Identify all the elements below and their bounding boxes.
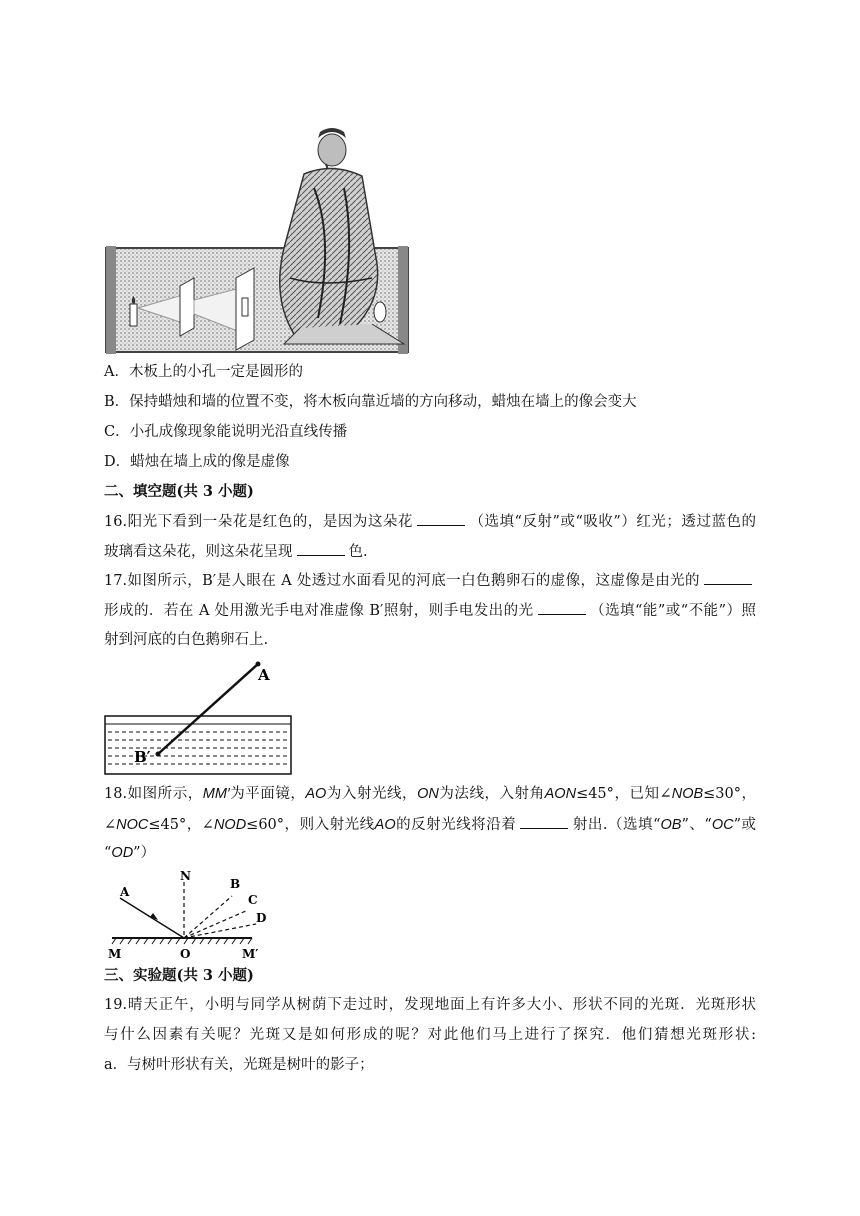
q18-var-ob: OB — [660, 817, 682, 833]
option-d: D．蜡烛在墙上成的像是虚像 — [104, 454, 290, 470]
q19-line-1: 19.晴天正午，小明与同学从树荫下走过时，发现地面上有许多大小、形状不同的光斑．光斑形状 — [104, 997, 756, 1013]
q17-blank-2 — [538, 600, 586, 615]
q16-text-1b: （选填“反射”或“吸收”）红光；透过蓝色的 — [468, 514, 757, 530]
q19-line-3: a．与树叶形状有关，光斑是树叶的影子； — [104, 1057, 374, 1073]
q18-text: ∠ — [104, 817, 117, 833]
q18-var-nob: NOB — [671, 786, 704, 802]
mirror-m-prime-label: M′ — [242, 947, 259, 960]
water-refraction-figure — [104, 658, 294, 776]
q16-blank-2 — [297, 541, 345, 556]
mirror-m-label: M — [108, 947, 122, 960]
q18-text: 为入射光线， — [326, 786, 418, 802]
q18-text: ≤45°，已知∠ — [576, 786, 672, 802]
option-c: C．小孔成像现象能说明光沿直线传播 — [104, 424, 348, 440]
q18-line-3 — [104, 843, 155, 863]
q18-text: ≤30°， — [703, 786, 757, 802]
q18-var-nod: NOD — [213, 817, 247, 833]
q17-line-1 — [104, 570, 756, 591]
option-a: A．木板上的小孔一定是圆形的 — [104, 364, 303, 380]
ray-b-label: B — [230, 877, 241, 891]
ray-c-label: C — [248, 893, 258, 907]
ray-a-label: A — [120, 885, 130, 899]
q17-text-1a: 17.如图所示，B′是人眼在 A 处透过水面看见的河底一白色鹅卵石的虚像，这虚像是由光的 — [104, 573, 700, 589]
q18-line-1 — [104, 784, 756, 804]
point-b-prime-label: B′ — [134, 748, 151, 766]
pinhole-imaging-illustration — [104, 128, 410, 354]
q18-text: 为法线，入射角 — [438, 786, 545, 802]
q18-blank — [520, 814, 568, 829]
q18-var-od: OD — [111, 845, 134, 861]
q17-text-2b: （选填“能”或“不能”）照 — [589, 603, 757, 619]
q16-line-2 — [104, 541, 368, 562]
q16-line-1 — [104, 511, 756, 532]
q18-var-aon: AON — [544, 786, 577, 802]
q19-line-2: 与什么因素有关呢？光斑又是如何形成的呢？对此他们马上进行了探究．他们猜想光斑形状: — [104, 1027, 756, 1043]
q18-text: 为平面镜， — [229, 786, 306, 802]
point-a-label: A — [258, 666, 270, 684]
q18-line-2 — [104, 814, 756, 835]
ray-d-label: D — [256, 911, 267, 925]
q17-text-2a: 形成的．若在 A 处用激光手电对准虚像 B′照射，则手电发出的光 — [104, 603, 534, 619]
mirror-reflection-figure — [104, 868, 276, 960]
q18-text: “ — [104, 845, 112, 861]
q18-text: ≤60°，则入射光线 — [246, 817, 375, 833]
q18-text: 的反射光线将沿着 — [395, 817, 517, 833]
q17-blank-1 — [704, 570, 752, 585]
q16-text-1a: 16.阳光下看到一朵花是红色的，是因为这朵花 — [104, 514, 413, 530]
q17-line-2 — [104, 600, 756, 621]
q18-text: ”、“ — [681, 817, 712, 833]
normal-n-label: N — [180, 869, 191, 883]
q18-text: 射出.（选填“ — [572, 817, 661, 833]
point-o-label: O — [180, 947, 191, 960]
q18-var-noc: NOC — [116, 817, 149, 833]
q17-line-3: 射到河底的白色鹅卵石上. — [104, 632, 269, 648]
q18-var-mm: MM′ — [202, 786, 230, 802]
q18-text: 18.如图所示， — [104, 786, 203, 802]
q18-var-oc: OC — [711, 817, 734, 833]
q16-text-2b: 色. — [348, 544, 368, 560]
q16-blank-1 — [417, 511, 465, 526]
section-heading-fill-in: 二、填空题(共 3 小题) — [104, 483, 254, 500]
q18-text: ≤45°，∠ — [148, 817, 214, 833]
q18-text: ”） — [133, 845, 156, 861]
q18-text: ”或 — [733, 817, 756, 833]
option-b: B．保持蜡烛和墙的位置不变，将木板向靠近墙的方向移动，蜡烛在墙上的像会变大 — [104, 394, 637, 410]
q16-text-2a: 玻璃看这朵花，则这朵花呈现 — [104, 544, 293, 560]
q18-var-ao: AO — [374, 817, 396, 833]
q18-var-ao: AO — [305, 786, 327, 802]
section-heading-experiment: 三、实验题(共 3 小题) — [104, 967, 254, 984]
q18-var-on: ON — [417, 786, 439, 802]
